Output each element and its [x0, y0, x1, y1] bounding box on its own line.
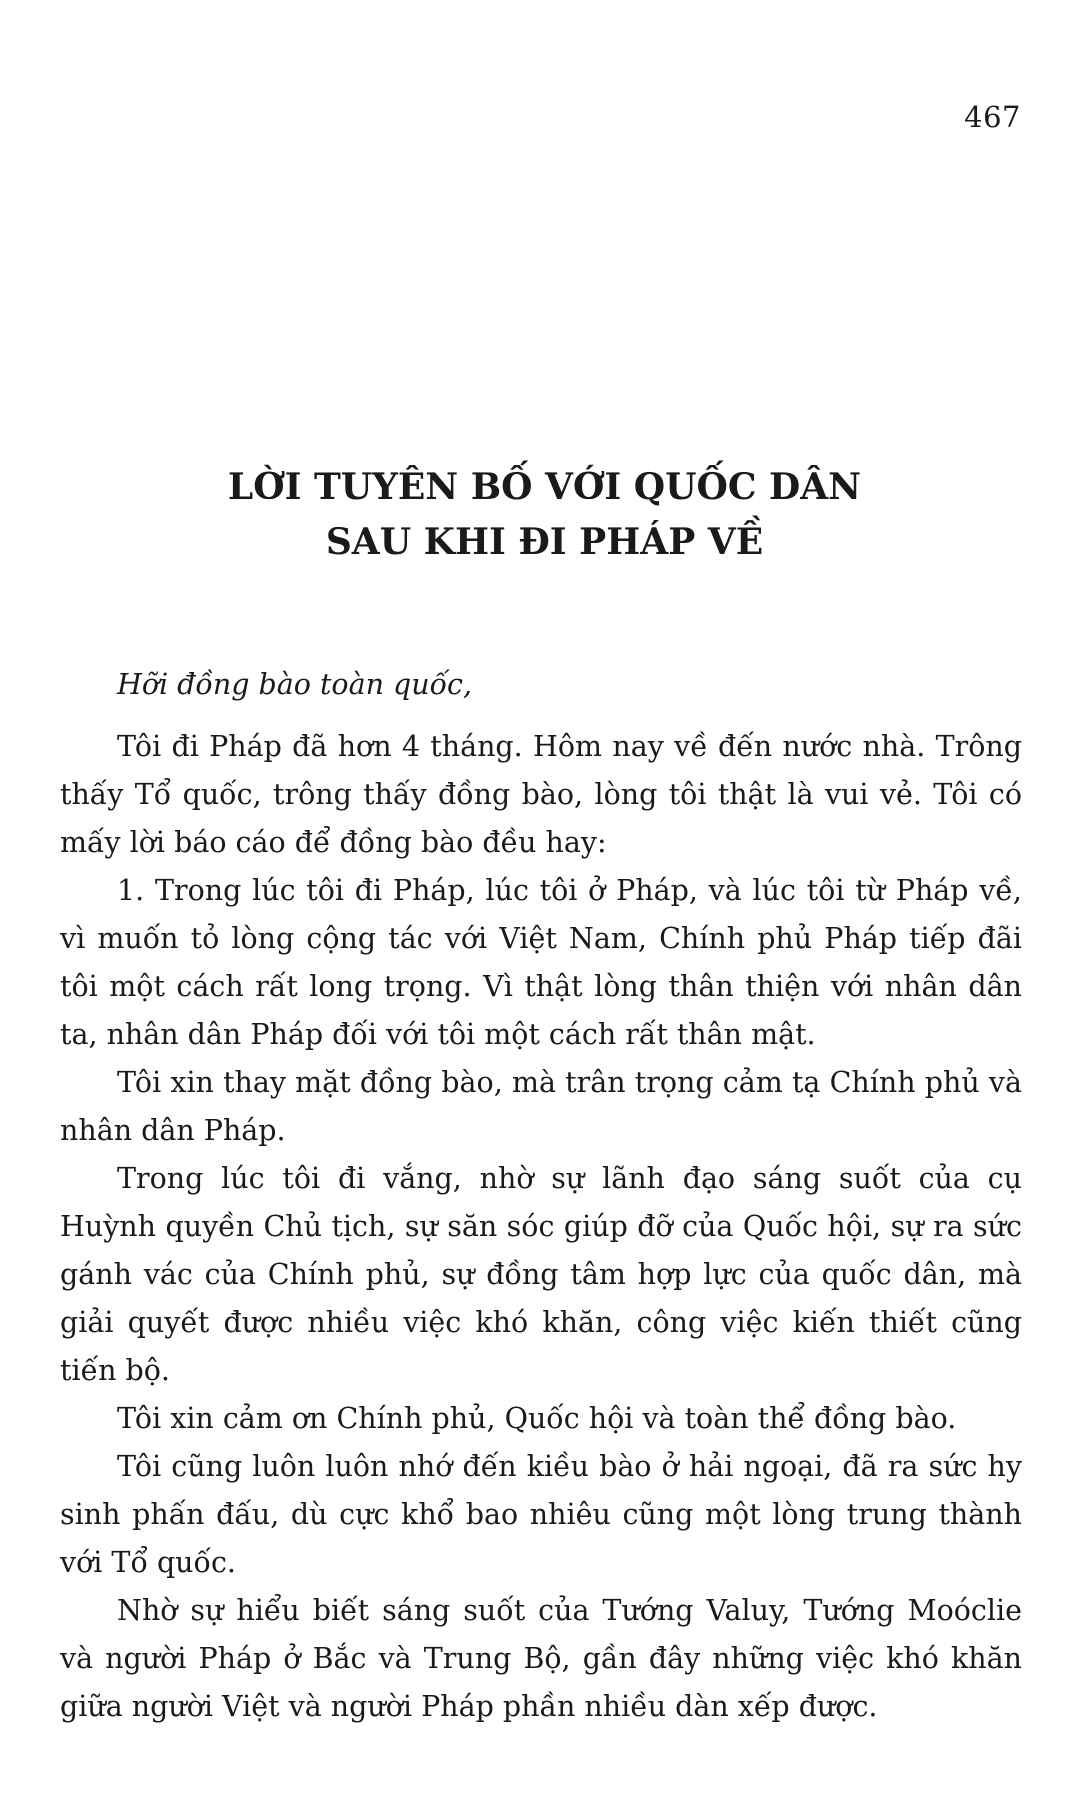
- title-line-2: SAU KHI ĐI PHÁP VỀ: [325, 521, 764, 563]
- title-line-1: LỜI TUYÊN BỐ VỚI QUỐC DÂN: [227, 466, 862, 508]
- paragraph: Tôi xin cảm ơn Chính phủ, Quốc hội và toàn thể đồng bào.: [117, 1402, 957, 1435]
- paragraph: 1. Trong lúc tôi đi Pháp, lúc tôi ở Pháp, và lúc tôi từ Pháp về, vì muốn tỏ lòng cộng tác với Việt Nam, Chính phủ Pháp tiếp đãi tôi một cách rất long trọng. Vì thật lòng thân thiện với nhân dân ta, nhân dân Pháp đối với tôi một cách rất thân mật.: [60, 874, 1022, 1051]
- greeting: Hỡi đồng bào toàn quốc,: [117, 668, 473, 701]
- paragraph: Tôi xin thay mặt đồng bào, mà trân trọng cảm tạ Chính phủ và nhân dân Pháp.: [60, 1066, 1022, 1147]
- paragraph: Tôi cũng luôn luôn nhớ đến kiều bào ở hải ngoại, đã ra sức hy sinh phấn đấu, dù cực khổ bao nhiêu cũng một lòng trung thành với Tổ quốc.: [60, 1450, 1022, 1579]
- paragraph: Tôi đi Pháp đã hơn 4 tháng. Hôm nay về đến nước nhà. Trông thấy Tổ quốc, trông thấy đồng bào, lòng tôi thật là vui vẻ. Tôi có mấy lời báo cáo để đồng bào đều hay:: [60, 730, 1022, 859]
- paragraph: Nhờ sự hiểu biết sáng suốt của Tướng Valuy, Tướng Moóclie và người Pháp ở Bắc và Trung Bộ, gần đây những việc khó khăn giữa người Việt và người Pháp phần nhiều dàn xếp được.: [60, 1594, 1022, 1723]
- page-title: [0, 460, 1089, 570]
- paragraph: Trong lúc tôi đi vắng, nhờ sự lãnh đạo sáng suốt của cụ Huỳnh quyền Chủ tịch, sự săn sóc giúp đỡ của Quốc hội, sự ra sức gánh vác của Chính phủ, sự đồng tâm hợp lực của quốc dân, mà giải quyết được nhiều việc khó khăn, công việc kiến thiết cũng tiến bộ.: [60, 1162, 1022, 1387]
- body-text: [60, 661, 1022, 1731]
- page-number: 467: [964, 100, 1021, 134]
